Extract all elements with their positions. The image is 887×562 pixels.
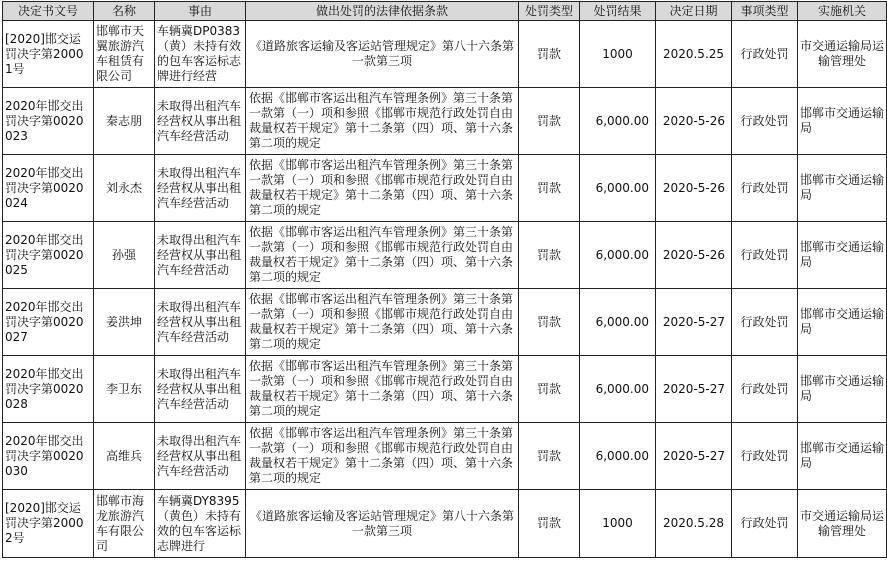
reason-cell: 未取得出租汽车经营权从事出租汽车经营活动 xyxy=(155,155,246,222)
reason-cell: 未取得出租汽车经营权从事出租汽车经营活动 xyxy=(155,356,246,423)
reason-cell: 未取得出租汽车经营权从事出租汽车经营活动 xyxy=(155,222,246,289)
basis-cell: 依据《邯郸市客运出租汽车管理条例》第三十条第一款第（一）项和参照《邯郸市规范行政处罚自由裁量权若干规定》第十二条第（四）项、第十六条第二项的规定 xyxy=(246,356,519,423)
date-cell: 2020-5-26 xyxy=(656,222,732,289)
reason-cell: 未取得出租汽车经营权从事出租汽车经营活动 xyxy=(155,289,246,356)
category-cell: 行政处罚 xyxy=(732,21,798,88)
header-result: 处罚结果 xyxy=(580,2,656,21)
name-cell: 刘永杰 xyxy=(94,155,155,222)
date-cell: 2020.5.25 xyxy=(656,21,732,88)
name-cell: 邯郸市海龙旅游汽车有限公司 xyxy=(94,490,155,558)
agency-cell: 邯郸市交通运输局 xyxy=(798,423,887,490)
name-cell: 高维兵 xyxy=(94,423,155,490)
basis-cell: 依据《邯郸市客运出租汽车管理条例》第三十条第一款第（一）项和参照《邯郸市规范行政处罚自由裁量权若干规定》第十二条第（四）项、第十六条第二项的规定 xyxy=(246,289,519,356)
penalty-table xyxy=(2,1,887,558)
penalty-type-cell: 罚款 xyxy=(519,490,580,558)
result-cell: 6,000.00 xyxy=(580,356,656,423)
date-cell: 2020-5-27 xyxy=(656,289,732,356)
category-cell: 行政处罚 xyxy=(732,490,798,558)
header-date: 决定日期 xyxy=(656,2,732,21)
header-row xyxy=(3,2,887,21)
date-cell: 2020-5-27 xyxy=(656,423,732,490)
table-row xyxy=(3,423,887,490)
category-cell: 行政处罚 xyxy=(732,289,798,356)
table-row xyxy=(3,155,887,222)
penalty-type-cell: 罚款 xyxy=(519,356,580,423)
penalty-type-cell: 罚款 xyxy=(519,155,580,222)
agency-cell: 市交通运输局运输管理处 xyxy=(798,490,887,558)
date-cell: 2020-5-26 xyxy=(656,155,732,222)
category-cell: 行政处罚 xyxy=(732,423,798,490)
category-cell: 行政处罚 xyxy=(732,88,798,155)
reason-cell: 未取得出租汽车经营权从事出租汽车经营活动 xyxy=(155,88,246,155)
category-cell: 行政处罚 xyxy=(732,155,798,222)
penalty-type-cell: 罚款 xyxy=(519,423,580,490)
doc-no-cell: [2020]邯交运罚决字第20001号 xyxy=(3,21,94,88)
basis-cell: 《道路旅客运输及客运站管理规定》第八十六条第一款第三项 xyxy=(246,490,519,558)
name-cell: 邯郸市天翼旅游汽车租赁有限公司 xyxy=(94,21,155,88)
penalty-type-cell: 罚款 xyxy=(519,222,580,289)
doc-no-cell: [2020]邯交运罚决字第20002号 xyxy=(3,490,94,558)
table-row xyxy=(3,88,887,155)
agency-cell: 市交通运输局运输管理处 xyxy=(798,21,887,88)
result-cell: 6,000.00 xyxy=(580,155,656,222)
table-row xyxy=(3,490,887,558)
agency-cell: 邯郸市交通运输局 xyxy=(798,222,887,289)
result-cell: 6,000.00 xyxy=(580,222,656,289)
date-cell: 2020.5.28 xyxy=(656,490,732,558)
penalty-type-cell: 罚款 xyxy=(519,289,580,356)
header-penalty-type: 处罚类型 xyxy=(519,2,580,21)
header-name: 名称 xyxy=(94,2,155,21)
penalty-type-cell: 罚款 xyxy=(519,88,580,155)
agency-cell: 邯郸市交通运输局 xyxy=(798,88,887,155)
result-cell: 1000 xyxy=(580,490,656,558)
header-reason: 事由 xyxy=(155,2,246,21)
basis-cell: 依据《邯郸市客运出租汽车管理条例》第三十条第一款第（一）项和参照《邯郸市规范行政处罚自由裁量权若干规定》第十二条第（四）项、第十六条第二项的规定 xyxy=(246,88,519,155)
agency-cell: 邯郸市交通运输局 xyxy=(798,289,887,356)
date-cell: 2020-5-27 xyxy=(656,356,732,423)
result-cell: 1000 xyxy=(580,21,656,88)
basis-cell: 依据《邯郸市客运出租汽车管理条例》第三十条第一款第（一）项和参照《邯郸市规范行政处罚自由裁量权若干规定》第十二条第（四）项、第十六条第二项的规定 xyxy=(246,423,519,490)
table-row xyxy=(3,289,887,356)
doc-no-cell: 2020年邯交出罚决字第0020030 xyxy=(3,423,94,490)
date-cell: 2020-5-26 xyxy=(656,88,732,155)
reason-cell: 车辆冀DP0383（黄）未持有效的包车客运标志牌进行经营 xyxy=(155,21,246,88)
name-cell: 姜洪坤 xyxy=(94,289,155,356)
category-cell: 行政处罚 xyxy=(732,222,798,289)
agency-cell: 邯郸市交通运输局 xyxy=(798,356,887,423)
table-row xyxy=(3,21,887,88)
header-basis: 做出处罚的法律依据条款 xyxy=(246,2,519,21)
doc-no-cell: 2020年邯交出罚决字第0020025 xyxy=(3,222,94,289)
result-cell: 6,000.00 xyxy=(580,423,656,490)
header-category: 事项类型 xyxy=(732,2,798,21)
table-row xyxy=(3,222,887,289)
table-row xyxy=(3,356,887,423)
result-cell: 6,000.00 xyxy=(580,88,656,155)
name-cell: 李卫东 xyxy=(94,356,155,423)
doc-no-cell: 2020年邯交出罚决字第0020027 xyxy=(3,289,94,356)
result-cell: 6,000.00 xyxy=(580,289,656,356)
doc-no-cell: 2020年邯交出罚决字第0020023 xyxy=(3,88,94,155)
reason-cell: 车辆冀DY8395（黄色）未持有效的包车客运标志牌进行 xyxy=(155,490,246,558)
category-cell: 行政处罚 xyxy=(732,356,798,423)
doc-no-cell: 2020年邯交出罚决字第0020024 xyxy=(3,155,94,222)
basis-cell: 依据《邯郸市客运出租汽车管理条例》第三十条第一款第（一）项和参照《邯郸市规范行政处罚自由裁量权若干规定》第十二条第（四）项、第十六条第二项的规定 xyxy=(246,222,519,289)
agency-cell: 邯郸市交通运输局 xyxy=(798,155,887,222)
doc-no-cell: 2020年邯交出罚决字第0020028 xyxy=(3,356,94,423)
name-cell: 孙强 xyxy=(94,222,155,289)
header-doc-no: 决定书文号 xyxy=(3,2,94,21)
name-cell: 秦志朋 xyxy=(94,88,155,155)
reason-cell: 未取得出租汽车经营权从事出租汽车经营活动 xyxy=(155,423,246,490)
header-agency: 实施机关 xyxy=(798,2,887,21)
basis-cell: 依据《邯郸市客运出租汽车管理条例》第三十条第一款第（一）项和参照《邯郸市规范行政处罚自由裁量权若干规定》第十二条第（四）项、第十六条第二项的规定 xyxy=(246,155,519,222)
basis-cell: 《道路旅客运输及客运站管理规定》第八十六条第一款第三项 xyxy=(246,21,519,88)
penalty-type-cell: 罚款 xyxy=(519,21,580,88)
